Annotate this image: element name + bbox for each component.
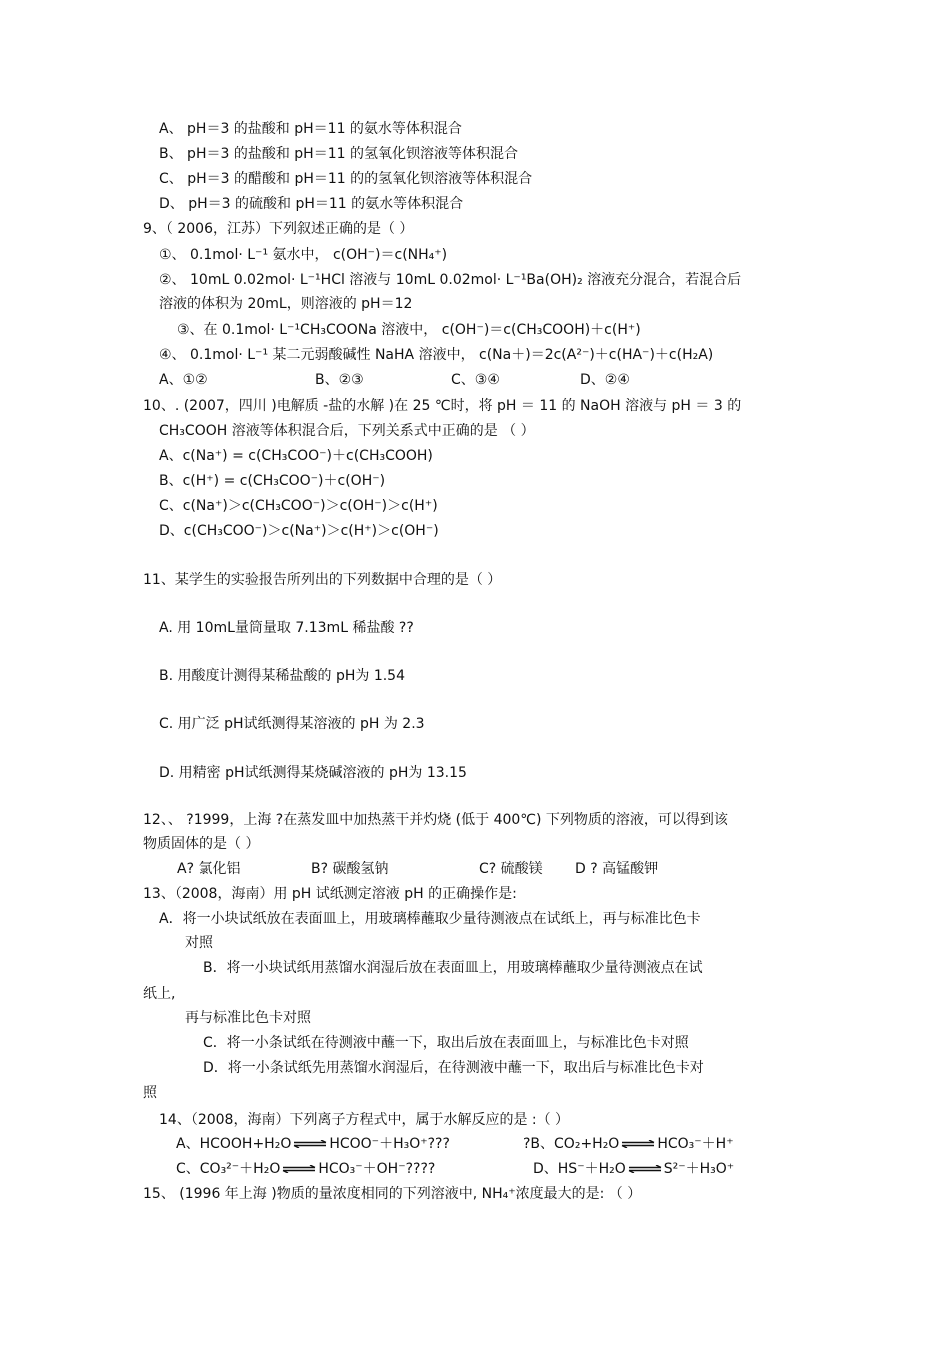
equilibrium-arrow-icon [293, 1140, 327, 1148]
q11-option-c: C. 用广泛 pH试纸测得某溶液的 pH 为 2.3 [159, 716, 425, 732]
q11-option-b: B. 用酸度计测得某稀盐酸的 pH为 1.54 [159, 668, 405, 684]
q13-option-d-cont: 照 [143, 1085, 157, 1101]
q12-option-b: B? 碳酸氢钠 [311, 861, 389, 877]
q14-option-b-right: HCO₃⁻＋H⁺ [657, 1136, 734, 1152]
q10-option-c: C、c(Na⁺)＞c(CH₃COO⁻)＞c(OH⁻)＞c(H⁺) [159, 498, 438, 514]
q14-option-c-left: C、CO₃²⁻＋H₂O [176, 1161, 281, 1177]
q11-option-a: A. 用 10mL量筒量取 7.13mL 稀盐酸 ?? [159, 620, 414, 636]
q9-statement-2-cont: 溶液的体积为 20mL，则溶液的 pH＝12 [159, 296, 413, 312]
q14-option-b-left: ?B、CO₂+H₂O [523, 1136, 620, 1152]
q12-option-d: D ? 高锰酸钾 [575, 861, 659, 877]
q10-option-d: D、c(CH₃COO⁻)＞c(Na⁺)＞c(H⁺)＞c(OH⁻) [159, 523, 439, 539]
q9-option-a: A、①② [159, 372, 208, 388]
q13-stem: 13、（2008，海南）用 pH 试纸测定溶液 pH 的正确操作是: [143, 886, 517, 902]
q12-stem: 12、、 ?1999，上海 ?在蒸发皿中加热蒸干并灼烧 (低于 400℃) 下列物质的溶液，可以得到该 [143, 812, 728, 828]
q13-option-c: C．将一小条试纸在待测液中蘸一下，取出后放在表面皿上，与标准比色卡对照 [203, 1035, 689, 1051]
q12-stem-cont: 物质固体的是（ ） [143, 836, 260, 852]
q10-option-a: A、c(Na⁺) = c(CH₃COO⁻)＋c(CH₃COOH) [159, 448, 433, 464]
equilibrium-arrow-icon [628, 1165, 662, 1173]
equilibrium-arrow-icon [621, 1140, 655, 1148]
q13-option-b-cont2: 再与标准比色卡对照 [185, 1010, 311, 1026]
q14-option-a-left: A、HCOOH+H₂O [176, 1136, 292, 1152]
q14-option-a-right: HCOO⁻＋H₃O⁺??? [329, 1136, 450, 1152]
q14-option-a [176, 1135, 450, 1153]
q10-stem-cont: CH₃COOH 溶液等体积混合后，下列关系式中正确的是 （ ） [159, 423, 535, 439]
q14-option-d [533, 1160, 734, 1178]
q13-option-b: B．将一小块试纸用蒸馏水润湿后放在表面皿上，用玻璃棒蘸取少量待测液点在试 [203, 960, 703, 976]
q14-option-c [176, 1160, 435, 1178]
q11-option-d: D. 用精密 pH试纸测得某烧碱溶液的 pH为 13.15 [159, 765, 467, 781]
q9-statement-3: ③、在 0.1mol· L⁻¹CH₃COONa 溶液中， c(OH⁻)＝c(CH₃COOH)＋c(H⁺) [177, 322, 641, 338]
q13-option-a: A．将一小块试纸放在表面皿上，用玻璃棒蘸取少量待测液点在试纸上，再与标准比色卡 [159, 911, 701, 927]
q9-statement-4: ④、 0.1mol· L⁻¹ 某二元弱酸碱性 NaHA 溶液中， c(Na＋)＝2c(A²⁻)＋c(HA⁻)＋c(H₂A) [159, 347, 714, 363]
equilibrium-arrow-icon [282, 1165, 316, 1173]
q9-statement-2: ②、 10mL 0.02mol· L⁻¹HCl 溶液与 10mL 0.02mol· L⁻¹Ba(OH)₂ 溶液充分混合，若混合后 [159, 272, 742, 288]
q14-option-d-left: D、HS⁻＋H₂O [533, 1161, 626, 1177]
q14-option-c-right: HCO₃⁻＋OH⁻???? [318, 1161, 436, 1177]
q10-stem: 10、. (2007，四川 )电解质 -盐的水解 )在 25 ℃时，将 pH ＝ 11 的 NaOH 溶液与 pH ＝ 3 的 [143, 398, 742, 414]
q13-option-b-cont: 纸上, [143, 986, 176, 1002]
q9-statement-1: ①、 0.1mol· L⁻¹ 氨水中， c(OH⁻)＝c(NH₄⁺) [159, 247, 448, 263]
q8-option-c: C、 pH＝3 的醋酸和 pH＝11 的的氢氧化钡溶液等体积混合 [159, 171, 533, 187]
q13-option-a-cont: 对照 [185, 935, 213, 951]
q14-option-b [523, 1135, 734, 1153]
q9-option-b: B、②③ [315, 372, 364, 388]
q14-option-d-right: S²⁻＋H₃O⁺ [663, 1161, 735, 1177]
q15-stem: 15、 (1996 年上海 )物质的量浓度相同的下列溶液中, NH₄⁺浓度最大的是: （ ） [143, 1186, 642, 1202]
q9-option-d: D、②④ [580, 372, 630, 388]
q14-stem: 14、（2008，海南）下列离子方程式中，属于水解反应的是 :（ ） [159, 1112, 570, 1128]
q8-option-d: D、 pH＝3 的硫酸和 pH＝11 的氨水等体积混合 [159, 196, 464, 212]
q8-option-a: A、 pH＝3 的盐酸和 pH＝11 的氨水等体积混合 [159, 121, 462, 137]
q9-option-c: C、③④ [451, 372, 500, 388]
q12-option-c: C? 硫酸镁 [479, 861, 543, 877]
q12-option-a: A? 氯化铝 [177, 861, 241, 877]
q8-option-b: B、 pH＝3 的盐酸和 pH＝11 的氢氧化钡溶液等体积混合 [159, 146, 518, 162]
q13-option-d: D．将一小条试纸先用蒸馏水润湿后，在待测液中蘸一下，取出后与标准比色卡对 [203, 1060, 704, 1076]
q9-stem: 9、（ 2006，江苏）下列叙述正确的是（ ） [143, 221, 414, 237]
q11-stem: 11、某学生的实验报告所列出的下列数据中合理的是（ ） [143, 572, 502, 588]
q10-option-b: B、c(H⁺) = c(CH₃COO⁻)＋c(OH⁻) [159, 473, 386, 489]
